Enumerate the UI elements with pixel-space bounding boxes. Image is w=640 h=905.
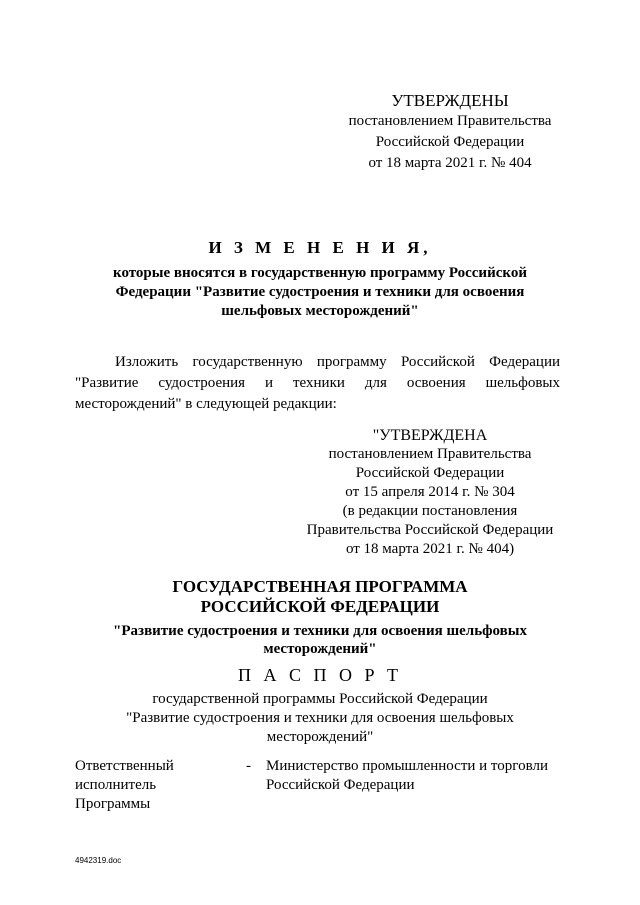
passport-subtitle-line: "Развитие судостроения и техники для освоения шельфовых bbox=[126, 710, 514, 726]
passport-title: П А С П О Р Т bbox=[237, 665, 402, 685]
program-subtitle-line: месторождений" bbox=[263, 641, 377, 657]
passport-row-value-line: Министерство промышленности и торговли bbox=[266, 758, 548, 774]
approval-heading: УТВЕРЖДЕНЫ bbox=[391, 91, 509, 110]
approval-line: Российской Федерации bbox=[375, 134, 525, 150]
program-approval-line: постановлением Правительства bbox=[328, 446, 532, 462]
footer-filename: 4942319.doc bbox=[75, 856, 122, 865]
passport-subtitle bbox=[100, 690, 540, 747]
program-approval-line: (в редакции постановления bbox=[342, 503, 518, 519]
program-subtitle-line: "Развитие судостроения и техники для освоения шельфовых bbox=[113, 623, 527, 639]
changes-subtitle-line: Федерации "Развитие судостроения и техники для освоения bbox=[115, 284, 525, 300]
passport-row-value bbox=[266, 757, 566, 795]
changes-subtitle-line: шельфовых месторождений" bbox=[221, 303, 419, 319]
program-title bbox=[0, 577, 640, 617]
changes-title: И З М Е Н Е Н И Я, bbox=[208, 238, 432, 257]
changes-subtitle-line: которые вносятся в государственную программу Российской bbox=[113, 265, 527, 281]
passport-row-value-line: Российской Федерации bbox=[266, 777, 415, 793]
approval-stamp bbox=[300, 90, 600, 174]
passport-row-label-line: Ответственный bbox=[75, 758, 174, 774]
approval-date: от 18 марта 2021 г. № 404 bbox=[368, 155, 532, 171]
passport-subtitle-line: государственной программы Российской Федерации bbox=[152, 691, 488, 707]
program-approval-heading: "УТВЕРЖДЕНА bbox=[372, 427, 488, 444]
passport-subtitle-line: месторождений" bbox=[266, 729, 374, 745]
approval-line: постановлением Правительства bbox=[348, 113, 552, 129]
passport-row-label-line: исполнитель bbox=[75, 777, 157, 793]
body-paragraph: Изложить государственную программу Российской Федерации "Развитие судостроения и техники для освоения шельфовых месторождений" в следующей редакции: bbox=[75, 354, 560, 412]
changes-subtitle bbox=[90, 264, 550, 321]
program-approval-stamp bbox=[290, 426, 570, 559]
program-approval-line: от 18 марта 2021 г. № 404) bbox=[345, 541, 515, 557]
program-title-line: ГОСУДАРСТВЕННАЯ ПРОГРАММА bbox=[172, 577, 468, 596]
program-approval-line: Правительства Российской Федерации bbox=[306, 522, 554, 538]
passport-row-label-line: Программы bbox=[75, 796, 151, 812]
program-title-line: РОССИЙСКОЙ ФЕДЕРАЦИИ bbox=[200, 597, 440, 616]
program-approval-line: от 15 апреля 2014 г. № 304 bbox=[345, 484, 515, 500]
passport-row-dash: - bbox=[246, 758, 251, 774]
passport-row-label bbox=[75, 757, 225, 814]
program-subtitle bbox=[100, 622, 540, 658]
program-approval-line: Российской Федерации bbox=[355, 465, 505, 481]
